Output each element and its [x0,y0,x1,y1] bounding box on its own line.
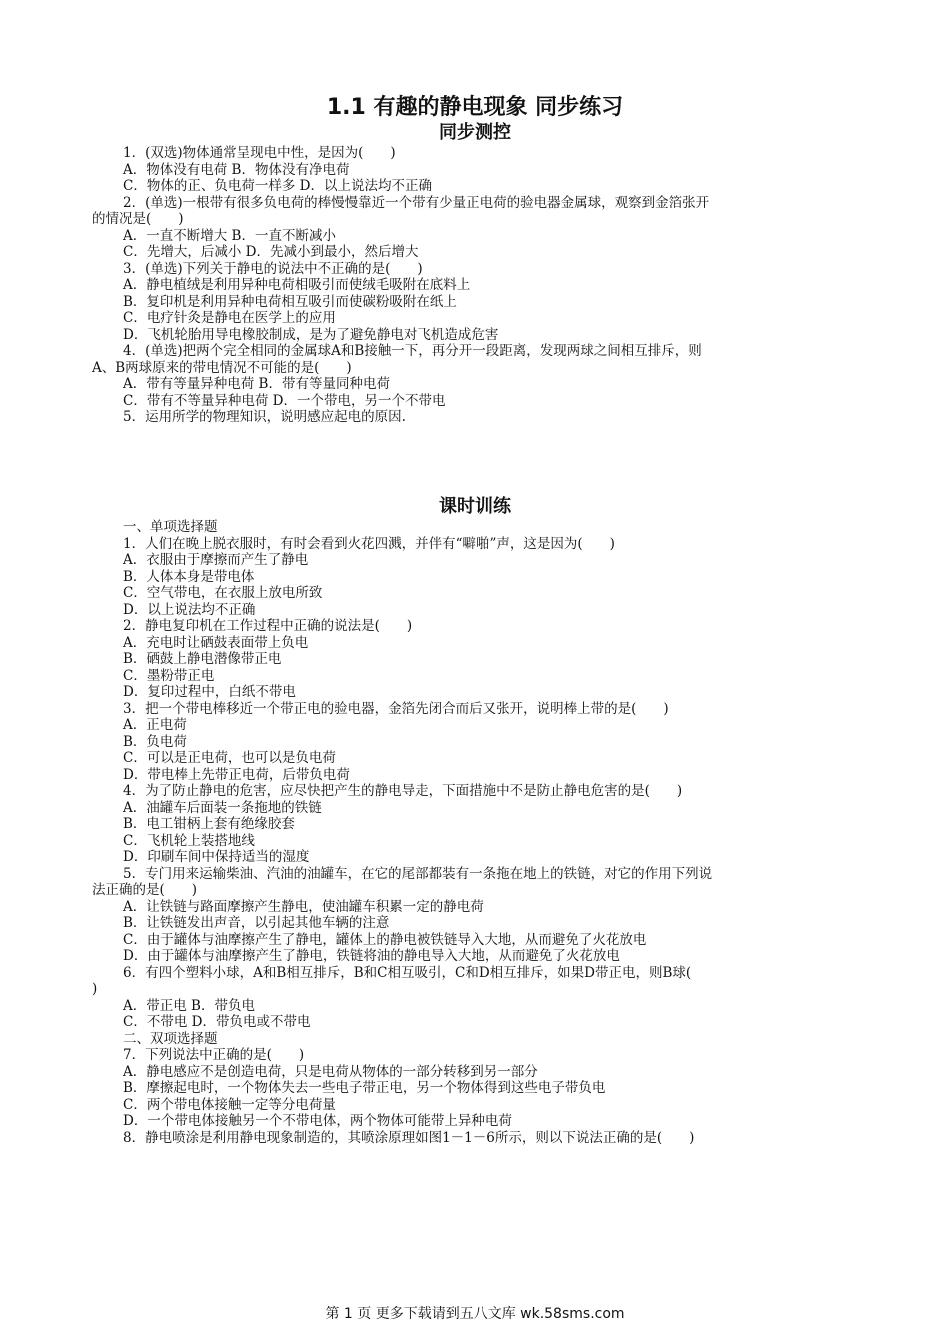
text-line: D．由于罐体与油摩擦产生了静电，铁链将油的静电导入大地，从而避免了火花放电 [123,948,620,964]
text-line: C．墨粉带正电 [123,667,215,684]
text-line: 3．(单选)下列关于静电的说法中不正确的是( ) [123,260,423,277]
page-title: 1.1 有趣的静电现象 同步练习 [326,95,624,120]
text-line: C．先增大，后减小 D．先减小到最小，然后增大 [123,244,419,260]
text-line: A．正电荷 [123,717,187,733]
text-line: A．一直不断增大 B．一直不断减小 [123,227,336,244]
text-line: 1．(双选)物体通常呈现电中性，是因为( ) [123,145,396,161]
text-line: C．飞机轮上装搭地线 [123,832,255,849]
page-footer: 第 1 页 更多下载请到五八文库 wk.58sms.com [325,1306,625,1322]
text-line: C．两个带电体接触一定等分电荷量 [123,1096,336,1113]
text-line: 3．把一个带电棒移近一个带正电的验电器，金箔先闭合而后又张开，说明棒上带的是( ) [123,700,669,717]
text-line: A．静电植绒是利用异种电荷相吸引而使绒毛吸附在底料上 [123,277,471,293]
text-line: B．复印机是利用异种电荷相互吸引而使碳粉吸附在纸上 [123,293,457,310]
text-line: D．飞机轮胎用导电橡胶制成，是为了避免静电对飞机造成危害 [123,326,499,343]
text-line: A、B两球原来的带电情况不可能的是( ) [92,359,352,376]
text-line: C．物体的正、负电荷一样多 D．以上说法均不正确 [123,178,432,194]
text-line: D．印刷车间中保持适当的湿度 [123,849,310,865]
text-line: C．可以是正电荷，也可以是负电荷 [123,750,336,766]
text-line: A．物体没有电荷 B．物体没有净电荷 [123,161,350,178]
text-line: D．复印过程中，白纸不带电 [123,684,296,700]
text-line: A．让铁链与路面摩擦产生静电，使油罐车积累一定的静电荷 [123,898,484,915]
text-line: 7．下列说法中正确的是( ) [123,1047,305,1063]
text-line: B．摩擦起电时，一个物体失去一些电子带正电，另一个物体得到这些电子带负电 [123,1080,606,1096]
text-line: 的情况是( ) [92,211,184,227]
text-line: D．带电棒上先带正电荷，后带负电荷 [123,766,350,783]
text-line: C．电疗针灸是静电在医学上的应用 [123,310,336,326]
text-line: 法正确的是( ) [92,882,198,898]
text-line: C．由于罐体与油摩擦产生了静电，罐体上的静电被铁链导入大地，从而避免了火花放电 [123,931,647,948]
text-line: C．空气带电，在衣服上放电所致 [123,585,323,601]
text-line: B．人体本身是带电体 [123,568,255,585]
text-line: 2．静电复印机在工作过程中正确的说法是( ) [123,618,413,634]
text-line: A．油罐车后面装一条拖地的铁链 [123,799,322,816]
text-line: D．以上说法均不正确 [123,601,256,618]
text-line: A．带有等量异种电荷 B．带有等量同种电荷 [123,376,390,392]
text-line: B．负电荷 [123,733,187,750]
text-line: 5．运用所学的物理知识，说明感应起电的原因. [123,409,406,425]
text-line: 一、单项选择题 [123,519,218,535]
text-line: 5．专门用来运输柴油、汽油的油罐车，在它的尾部都装有一条拖在地上的铁链，对它的作用下列说 [123,865,713,882]
text-line: 8．静电喷涂是利用静电现象制造的，其喷涂原理如图1－1－6所示，则以下说法正确的是( ) [123,1129,695,1146]
text-line: A．静电感应不是创造电荷，只是电荷从物体的一部分转移到另一部分 [123,1063,538,1080]
text-line: A．衣服由于摩擦而产生了静电 [123,552,309,568]
section-training-questions [92,519,862,1146]
text-line: C．不带电 D．带负电或不带电 [123,1014,311,1030]
text-line: A．带正电 B．带负电 [123,997,255,1014]
text-line: 4．(单选)把两个完全相同的金属球A和B接触一下，再分开一段距离，发现两球之间相互排斥，则 [123,343,702,359]
section-heading-sync: 同步测控 [439,122,511,143]
section-sync-questions [92,145,862,426]
text-line: 二、双项选择题 [123,1030,218,1047]
text-line: D．一个带电体接触另一个不带电体，两个物体可能带上异种电荷 [123,1113,512,1129]
text-line: 4．为了防止静电的危害，应尽快把产生的静电导走，下面措施中不是防止静电危害的是( ) [123,783,683,799]
text-line: B．电工钳柄上套有绝缘胶套 [123,816,295,832]
text-line: B．硒鼓上静电潜像带正电 [123,651,282,667]
text-line: B．让铁链发出声音，以引起其他车辆的注意 [123,915,390,931]
text-line: C．带有不等量异种电荷 D．一个带电，另一个不带电 [123,392,446,409]
text-line: A．充电时让硒鼓表面带上负电 [123,634,309,651]
text-line: 2．(单选)一根带有很多负电荷的棒慢慢靠近一个带有少量正电荷的验电器金属球，观察到金箔张开 [123,194,710,211]
text-line: 1．人们在晚上脱衣服时，有时会看到火花四溅，并伴有“噼啪”声，这是因为( ) [123,535,615,552]
text-line: ) [92,981,98,997]
text-line: 6．有四个塑料小球，A和B相互排斥，B和C相互吸引，C和D相互排斥，如果D带正电，则B球( [123,964,692,981]
section-heading-training: 课时训练 [439,496,511,517]
